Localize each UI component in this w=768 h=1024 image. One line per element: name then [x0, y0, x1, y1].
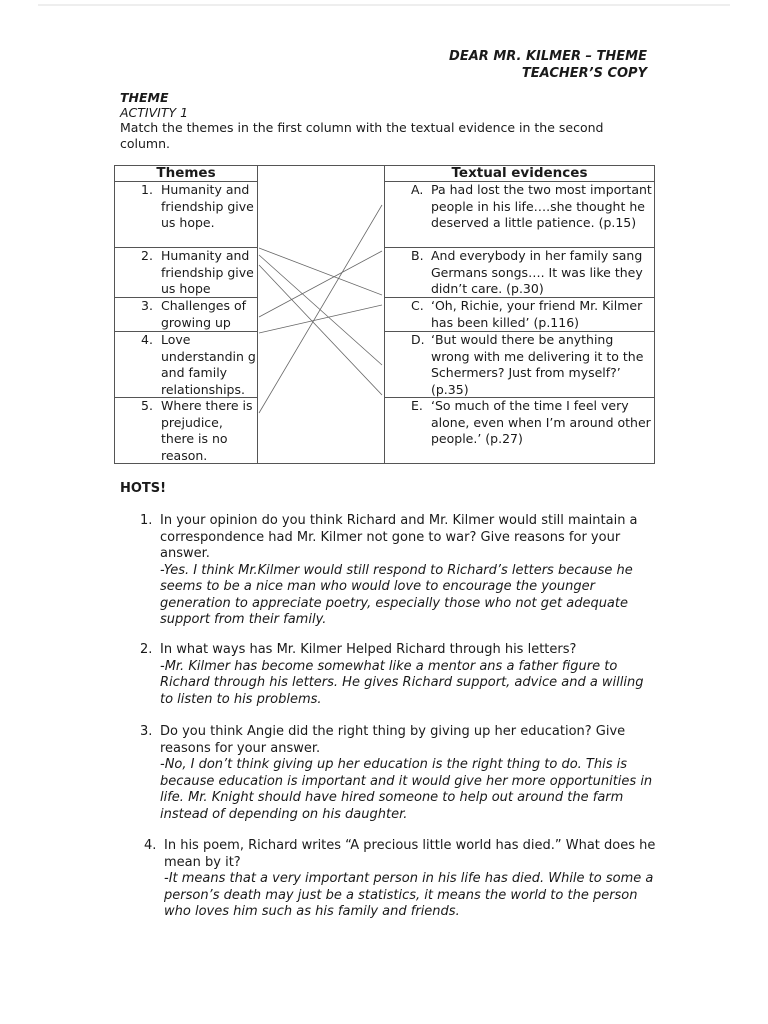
- theme-text: Humanity and friendship give us hope: [161, 248, 254, 296]
- answer-text: -Yes. I think Mr.Kilmer would still respond to Richard’s letters because he seems to be a nice man who would love to encourage the younger generation to appreciate poetry, especially those who not get adequate support from their family.: [160, 562, 633, 627]
- evidence-letter: A.: [411, 182, 424, 197]
- answer-text: -It means that a very important person in his life has died. While to some a person’s death may just be a statistics, it means the world to the person who loves him such as his family and friends.: [164, 871, 654, 919]
- evidence-text: ‘So much of the time I feel very alone, even when I’m around other people.’ (p.27): [431, 398, 651, 446]
- theme-text: Where there is prejudice, there is no reason.: [161, 398, 253, 463]
- theme-number: 4.: [141, 332, 153, 347]
- evidence-letter: D.: [411, 332, 425, 347]
- evidence-text: And everybody in her family sang Germans songs…. It was like they didn’t care. (p.30): [431, 248, 643, 296]
- top-edge-bar: [38, 4, 730, 6]
- matching-lines: [114, 165, 655, 464]
- answer-text: -No, I don’t think giving up her education is the right thing to do. This is because education is important and it would give her more opportunities in life. Mr. Knight should have hired someone to help out around the farm instead of depending on his daughter.: [160, 757, 653, 822]
- question-number: 4.: [144, 838, 157, 853]
- question-number: 2.: [140, 642, 153, 657]
- theme-number: 1.: [141, 182, 153, 197]
- question-text: In his poem, Richard writes “A precious little world has died.” What does he mean by it?: [164, 838, 656, 870]
- question-text: Do you think Angie did the right thing by giving up her education? Give reasons for your answer.: [160, 724, 626, 756]
- evidence-text: ‘But would there be anything wrong with me delivering it to the Schermers? Just from myself?’ (p.35): [431, 332, 644, 397]
- evidences-header: Textual evidences: [384, 165, 655, 182]
- theme-text: Humanity and friendship give us hope.: [161, 182, 254, 230]
- evidence-letter: E.: [411, 398, 423, 413]
- evidence-text: ‘Oh, Richie, your friend Mr. Kilmer has been killed’ (p.116): [431, 298, 643, 330]
- match-line-2-e: [259, 265, 382, 395]
- evidence-letter: C.: [411, 298, 424, 313]
- theme-number: 3.: [141, 298, 153, 313]
- question-text: In your opinion do you think Richard and Mr. Kilmer would still maintain a correspondence had Mr. Kilmer not gone to war? Give reasons for your answer.: [160, 513, 638, 561]
- answer-text: -Mr. Kilmer has become somewhat like a mentor ans a father figure to Richard through his letters. He gives Richard support, advice and a willing to listen to his problems.: [160, 658, 644, 707]
- evidence-letter: B.: [411, 248, 424, 263]
- section-title: THEME: [120, 90, 169, 105]
- question-number: 3.: [140, 724, 153, 739]
- doc-title: DEAR MR. KILMER – THEME: [449, 49, 647, 64]
- hots-title: HOTS!: [120, 481, 167, 496]
- theme-text: Challenges of growing up: [161, 298, 247, 330]
- theme-number: 2.: [141, 248, 153, 263]
- question-text: In what ways has Mr. Kilmer Helped Richard through his letters?: [160, 642, 577, 657]
- theme-number: 5.: [141, 398, 153, 413]
- evidence-text: Pa had lost the two most important people in his life….she thought he deserved a little patience. (p.15): [431, 182, 652, 230]
- doc-subtitle: TEACHER’S COPY: [521, 66, 647, 81]
- question-number: 1.: [140, 513, 153, 528]
- activity-label: ACTIVITY 1: [120, 105, 189, 120]
- themes-header: Themes: [114, 165, 258, 182]
- theme-text: Love understandin g and family relationships.: [161, 332, 256, 397]
- matching-table: [114, 165, 655, 464]
- instruction-text: Match the themes in the first column with the textual evidence in the second column.: [120, 120, 604, 151]
